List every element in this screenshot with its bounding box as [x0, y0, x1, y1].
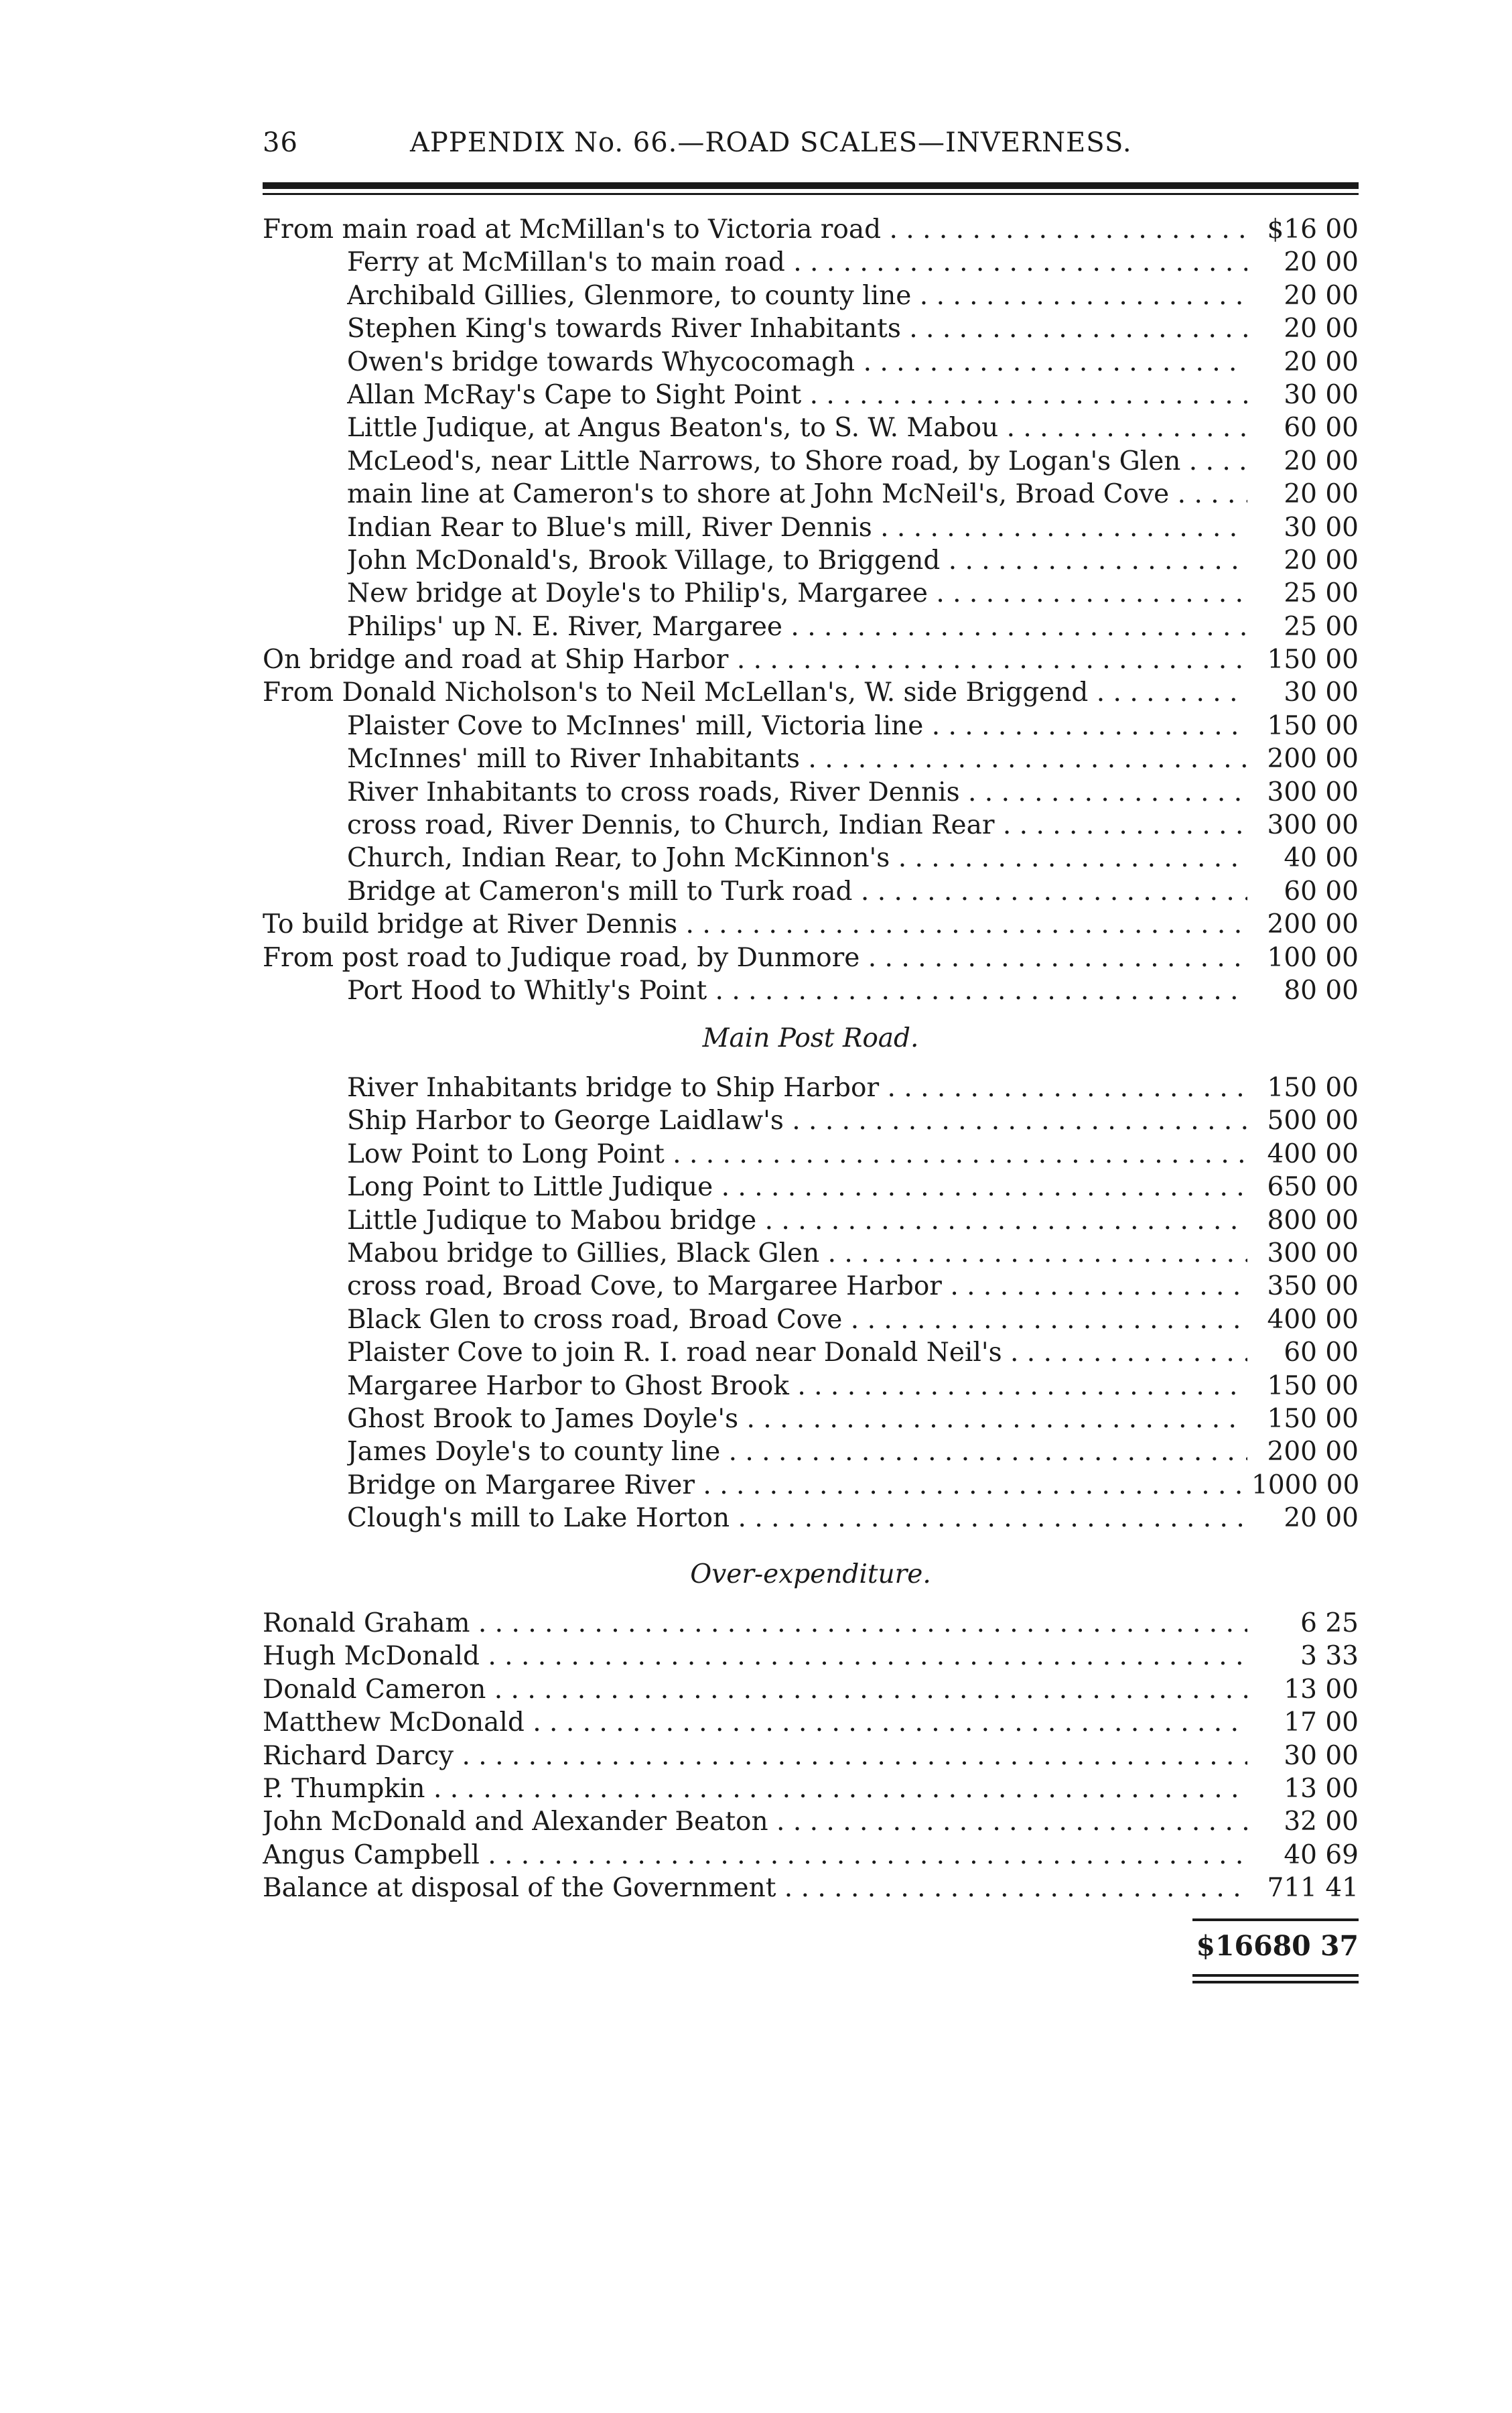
row-amount: 6 25 [1251, 1607, 1359, 1640]
row-amount: 500 00 [1251, 1104, 1359, 1137]
row-label: Clough's mill to Lake Horton . . . [347, 1502, 1247, 1535]
over-expenditure-list [263, 1607, 1359, 1905]
table-row [263, 1640, 1359, 1673]
row-label: Church, Indian Rear, to John McKinnon's . . . [347, 842, 1247, 874]
row-amount: 30 00 [1251, 379, 1359, 411]
row-amount: 300 00 [1251, 809, 1359, 842]
row-label: Ship Harbor to George Laidlaw's . . . [347, 1104, 1247, 1137]
row-label: River Inhabitants bridge to Ship Harbor . . . [347, 1071, 1247, 1104]
table-row [263, 875, 1359, 908]
table-row [263, 974, 1359, 1007]
main-post-road-list [263, 1071, 1359, 1535]
row-label: James Doyle's to county line . . . [347, 1435, 1247, 1468]
row-label: cross road, Broad Cove, to Margaree Harbor . . . [347, 1270, 1247, 1303]
row-amount: 25 00 [1251, 610, 1359, 643]
grand-total: $16680 37 [1196, 1930, 1359, 1962]
row-amount: $16 00 [1251, 213, 1359, 246]
table-row [263, 246, 1359, 279]
row-amount: 30 00 [1251, 1740, 1359, 1772]
road-scales-list [263, 213, 1359, 1007]
table-row [263, 1370, 1359, 1403]
table-row [263, 1607, 1359, 1640]
row-label: Owen's bridge towards Whycocomagh . . . [347, 346, 1247, 379]
row-amount: 30 00 [1251, 676, 1359, 709]
row-amount: 20 00 [1251, 478, 1359, 511]
row-amount: 20 00 [1251, 544, 1359, 577]
page-number: 36 [263, 127, 298, 158]
row-amount: 300 00 [1251, 1237, 1359, 1270]
row-amount: 200 00 [1251, 742, 1359, 775]
table-row [263, 1237, 1359, 1270]
table-row [263, 1104, 1359, 1137]
row-label: From main road at McMillan's to Victoria road . . . [263, 213, 1247, 246]
row-label: From post road to Judique road, by Dunmore . . . [263, 941, 1247, 974]
table-row [263, 312, 1359, 345]
table-row [263, 676, 1359, 709]
row-label: cross road, River Dennis, to Church, Indian Rear . . . [347, 809, 1247, 842]
table-row [263, 1270, 1359, 1303]
table-row [263, 1336, 1359, 1369]
table-row [263, 1071, 1359, 1104]
row-label: Allan McRay's Cape to Sight Point . . . [347, 379, 1247, 411]
row-label: Indian Rear to Blue's mill, River Dennis . . . [347, 511, 1247, 544]
row-label: Low Point to Long Point . . . [347, 1138, 1247, 1171]
row-label: John McDonald's, Brook Village, to Briggend . . . [347, 544, 1247, 577]
table-row [263, 809, 1359, 842]
row-amount: 20 00 [1251, 246, 1359, 279]
table-row [263, 643, 1359, 676]
row-amount: 20 00 [1251, 312, 1359, 345]
row-amount: 150 00 [1251, 1403, 1359, 1435]
table-row [263, 1435, 1359, 1468]
table-row [263, 1204, 1359, 1237]
table-row [263, 1839, 1359, 1872]
row-amount: 150 00 [1251, 643, 1359, 676]
table-row [263, 577, 1359, 610]
total-double-rule-upper [1192, 1974, 1359, 1977]
total-double-rule-lower [1192, 1981, 1359, 1983]
row-label: Black Glen to cross road, Broad Cove . . . [347, 1303, 1247, 1336]
row-label: Margaree Harbor to Ghost Brook . . . [347, 1370, 1247, 1403]
row-amount: 150 00 [1251, 710, 1359, 742]
row-label: Hugh McDonald . . . [263, 1640, 1247, 1673]
row-amount: 60 00 [1251, 1336, 1359, 1369]
total-rule-top [1192, 1918, 1359, 1921]
row-label: New bridge at Doyle's to Philip's, Margaree . . . [347, 577, 1247, 610]
row-amount: 350 00 [1251, 1270, 1359, 1303]
row-label: Richard Darcy . . . [263, 1740, 1247, 1772]
table-row [263, 1171, 1359, 1203]
row-label: Stephen King's towards River Inhabitants . . . [347, 312, 1247, 345]
table-row [263, 1805, 1359, 1838]
row-label: Port Hood to Whitly's Point . . . [347, 974, 1247, 1007]
row-amount: 400 00 [1251, 1303, 1359, 1336]
row-amount: 100 00 [1251, 941, 1359, 974]
row-label: Plaister Cove to join R. I. road near Donald Neil's . . . [347, 1336, 1247, 1369]
table-row [263, 1138, 1359, 1171]
table-row [263, 842, 1359, 874]
over-expenditure-heading: Over-expenditure. [690, 1559, 931, 1589]
table-row [263, 610, 1359, 643]
row-amount: 60 00 [1251, 875, 1359, 908]
row-label: Ghost Brook to James Doyle's . . . [347, 1403, 1247, 1435]
row-amount: 1000 00 [1251, 1469, 1359, 1502]
row-amount: 150 00 [1251, 1370, 1359, 1403]
row-amount: 80 00 [1251, 974, 1359, 1007]
row-label: Bridge on Margaree River . . . [347, 1469, 1247, 1502]
header-rule-thin [263, 193, 1359, 195]
row-label: River Inhabitants to cross roads, River Dennis . . . [347, 776, 1247, 809]
row-label: From Donald Nicholson's to Neil McLellan's, W. side Briggend . . . [263, 676, 1247, 709]
row-label: Bridge at Cameron's mill to Turk road . . . [347, 875, 1247, 908]
table-row [263, 1740, 1359, 1772]
row-amount: 32 00 [1251, 1805, 1359, 1838]
row-label: On bridge and road at Ship Harbor . . . [263, 643, 1247, 676]
table-row [263, 478, 1359, 511]
row-label: Little Judique to Mabou bridge . . . [347, 1204, 1247, 1237]
row-label: Ferry at McMillan's to main road . . . [347, 246, 1247, 279]
row-amount: 20 00 [1251, 445, 1359, 478]
row-label: P. Thumpkin . . . [263, 1772, 1247, 1805]
row-amount: 711 41 [1251, 1872, 1359, 1904]
table-row [263, 411, 1359, 444]
row-label: Angus Campbell . . . [263, 1839, 1247, 1872]
table-row [263, 544, 1359, 577]
row-label: Long Point to Little Judique . . . [347, 1171, 1247, 1203]
row-amount: 30 00 [1251, 511, 1359, 544]
table-row [263, 1673, 1359, 1706]
row-label: Archibald Gillies, Glenmore, to county line . . . [347, 279, 1247, 312]
row-amount: 20 00 [1251, 346, 1359, 379]
row-amount: 13 00 [1251, 1673, 1359, 1706]
table-row [263, 908, 1359, 941]
header-rule-thick [263, 182, 1359, 189]
row-label: McLeod's, near Little Narrows, to Shore road, by Logan's Glen . . . [347, 445, 1247, 478]
row-amount: 25 00 [1251, 577, 1359, 610]
table-row [263, 445, 1359, 478]
row-amount: 20 00 [1251, 1502, 1359, 1535]
row-amount: 150 00 [1251, 1071, 1359, 1104]
table-row [263, 213, 1359, 246]
row-label: McInnes' mill to River Inhabitants . . . [347, 742, 1247, 775]
row-amount: 300 00 [1251, 776, 1359, 809]
table-row [263, 511, 1359, 544]
running-head: APPENDIX No. 66.—ROAD SCALES—INVERNESS. [410, 127, 1132, 158]
row-label: Plaister Cove to McInnes' mill, Victoria line . . . [347, 710, 1247, 742]
row-label: main line at Cameron's to shore at John McNeil's, Broad Cove . . . [347, 478, 1247, 511]
table-row [263, 1706, 1359, 1739]
table-row [263, 379, 1359, 411]
row-amount: 13 00 [1251, 1772, 1359, 1805]
page-header [263, 127, 1359, 168]
row-label: John McDonald and Alexander Beaton . . . [263, 1805, 1247, 1838]
table-row [263, 941, 1359, 974]
table-row [263, 1772, 1359, 1805]
row-amount: 40 00 [1251, 842, 1359, 874]
row-label: Philips' up N. E. River, Margaree . . . [347, 610, 1247, 643]
main-post-road-heading: Main Post Road. [702, 1023, 919, 1053]
table-row [263, 710, 1359, 742]
row-amount: 200 00 [1251, 908, 1359, 941]
row-amount: 3 33 [1251, 1640, 1359, 1673]
table-row [263, 1469, 1359, 1502]
row-label: Mabou bridge to Gillies, Black Glen . . . [347, 1237, 1247, 1270]
row-amount: 60 00 [1251, 411, 1359, 444]
row-amount: 400 00 [1251, 1138, 1359, 1171]
table-row [263, 346, 1359, 379]
table-row [263, 279, 1359, 312]
row-amount: 800 00 [1251, 1204, 1359, 1237]
row-label: To build bridge at River Dennis . . . [263, 908, 1247, 941]
table-row [263, 776, 1359, 809]
table-row [263, 1303, 1359, 1336]
row-label: Little Judique, at Angus Beaton's, to S. W. Mabou . . . [347, 411, 1247, 444]
row-label: Donald Cameron . . . [263, 1673, 1247, 1706]
row-amount: 17 00 [1251, 1706, 1359, 1739]
table-row [263, 1502, 1359, 1535]
row-label: Matthew McDonald . . . [263, 1706, 1247, 1739]
table-row [263, 1872, 1359, 1904]
row-amount: 650 00 [1251, 1171, 1359, 1203]
row-amount: 200 00 [1251, 1435, 1359, 1468]
table-row [263, 742, 1359, 775]
row-label: Balance at disposal of the Government . . . [263, 1872, 1247, 1904]
row-amount: 20 00 [1251, 279, 1359, 312]
row-label: Ronald Graham . . . [263, 1607, 1247, 1640]
row-amount: 40 69 [1251, 1839, 1359, 1872]
table-row [263, 1403, 1359, 1435]
